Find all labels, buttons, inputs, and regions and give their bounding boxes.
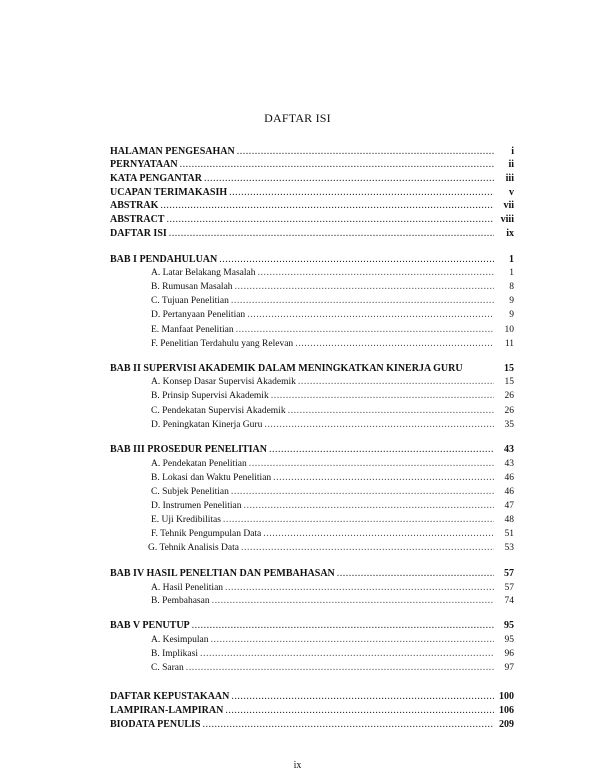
toc-entry-page: 8 — [509, 282, 514, 292]
toc-entry-page: 15 — [504, 363, 514, 374]
toc-leader-dots — [298, 375, 494, 389]
toc-entry-label: B. Prinsip Supervisi Akademik — [151, 391, 269, 401]
toc-leader-dots — [231, 690, 494, 704]
toc-leader-dots — [237, 145, 494, 159]
toc-entry — [110, 199, 514, 213]
toc-entry-page: 46 — [504, 473, 514, 483]
toc-entry-label: A. Kesimpulan — [151, 635, 209, 645]
toc-entry — [110, 647, 514, 661]
toc-entry-label: ABSTRAK — [110, 200, 159, 211]
toc-leader-dots — [192, 619, 494, 633]
page-number: ix — [293, 760, 302, 771]
toc-entry — [110, 485, 514, 499]
toc-entry-page: 35 — [504, 420, 514, 430]
toc-leader-dots — [166, 213, 494, 227]
toc-leader-dots — [257, 266, 494, 280]
toc-entry — [110, 443, 514, 457]
toc-entry — [110, 499, 514, 513]
toc-entry-label: PERNYATAAN — [110, 159, 178, 170]
toc-entry-label: A. Konsep Dasar Supervisi Akademik — [151, 377, 296, 387]
toc-entry — [110, 704, 514, 718]
toc-leader-dots — [236, 323, 494, 337]
toc-entry-label: C. Tujuan Penelitian — [151, 296, 229, 306]
toc-leader-dots — [231, 485, 494, 499]
toc-leader-dots — [264, 418, 494, 432]
toc-leader-dots — [169, 227, 494, 241]
toc-entry-page: 1 — [509, 254, 514, 265]
toc-leader-dots — [225, 581, 494, 595]
toc-leader-dots — [225, 704, 494, 718]
toc-entry-page: 51 — [504, 529, 514, 539]
toc-entry — [110, 581, 514, 595]
toc-entry — [110, 471, 514, 485]
toc-entry-page: 26 — [504, 406, 514, 416]
toc-entry — [110, 457, 514, 471]
toc-entry — [110, 186, 514, 200]
toc-entry-label: D. Instrumen Penelitian — [151, 501, 242, 511]
toc-entry-label: A. Latar Belakang Masalah — [151, 268, 256, 278]
toc-leader-dots — [235, 280, 494, 294]
toc-entry — [110, 718, 514, 732]
toc-entry — [110, 308, 514, 322]
toc-entry — [110, 213, 514, 227]
toc-entry-page: 26 — [504, 391, 514, 401]
toc-leader-dots — [200, 647, 494, 661]
toc-entry-page: ix — [506, 228, 514, 239]
toc-leader-dots — [263, 527, 494, 541]
toc-entry-page: ii — [508, 159, 514, 170]
toc-entry — [110, 527, 514, 541]
toc-entry-page: 57 — [504, 568, 514, 579]
toc-entry-label: C. Subjek Penelitian — [151, 487, 229, 497]
toc-leader-dots — [288, 404, 494, 418]
toc-leader-dots — [229, 186, 494, 200]
toc-leader-dots — [241, 541, 494, 555]
toc-entry-label: HALAMAN PENGESAHAN — [110, 146, 235, 157]
toc-entry-page: 209 — [499, 719, 514, 730]
toc-entry-page: 1 — [509, 268, 514, 278]
toc-entry — [110, 567, 514, 581]
toc-entry — [110, 633, 514, 647]
toc-entry — [110, 404, 514, 418]
toc-leader-dots — [204, 172, 494, 186]
toc-entry-label: ABSTRACT — [110, 214, 165, 225]
toc-leader-dots — [244, 499, 495, 513]
toc-entry — [110, 294, 514, 308]
toc-entry-page: 15 — [504, 377, 514, 387]
toc-entry-label: B. Implikasi — [151, 649, 198, 659]
toc-entry-page: 9 — [509, 296, 514, 306]
toc-entry-page: 46 — [504, 487, 514, 497]
toc-entry — [110, 375, 514, 389]
toc-leader-dots — [180, 158, 494, 172]
toc-leader-dots — [160, 199, 494, 213]
toc-entry-page: 10 — [504, 325, 514, 335]
toc-leader-dots — [202, 718, 494, 732]
toc-entry-label: D. Pertanyaan Penelitian — [151, 310, 246, 320]
toc-entry — [110, 158, 514, 172]
toc-entry — [110, 418, 514, 432]
toc-entry-label: LAMPIRAN-LAMPIRAN — [110, 705, 224, 716]
toc-entry-page: 106 — [499, 705, 514, 716]
toc-entry-label: C. Saran — [151, 663, 184, 673]
toc-entry-page: 9 — [509, 310, 514, 320]
toc-entry-label: C. Pendekatan Supervisi Akademik — [151, 406, 286, 416]
toc-entry-label: E. Manfaat Penelitian — [151, 325, 234, 335]
toc-entry-page: v — [509, 187, 514, 198]
toc-entry-page: vii — [503, 200, 514, 211]
toc-entry-page: 48 — [504, 515, 514, 525]
page-title: DAFTAR ISI — [264, 111, 331, 125]
toc-leader-dots — [295, 337, 494, 351]
toc-entry — [110, 280, 514, 294]
toc-entry-label: BAB I PENDAHULUAN — [110, 254, 218, 265]
toc-entry — [110, 690, 514, 704]
toc-entry-label: A. Pendekatan Penelitian — [151, 459, 247, 469]
toc-entry-page: 100 — [499, 691, 514, 702]
toc-entry-label: F. Tehnik Pengumpulan Data — [151, 529, 262, 539]
toc-entry — [110, 323, 514, 337]
toc-leader-dots — [249, 457, 494, 471]
toc-entry — [110, 266, 514, 280]
toc-entry-page: 53 — [504, 543, 514, 553]
toc-entry-label: A. Hasil Penelitian — [151, 583, 224, 593]
toc-leader-dots — [231, 294, 494, 308]
toc-entry-label: DAFTAR KEPUSTAKAAN — [110, 691, 230, 702]
toc-entry-label: E. Uji Kredibilitas — [151, 515, 221, 525]
toc-entry-page: 95 — [504, 635, 514, 645]
toc-entry-label: BAB V PENUTUP — [110, 620, 190, 631]
toc-entry-page: iii — [505, 173, 514, 184]
toc-entry-label: BAB IV HASIL PENELTIAN DAN PEMBAHASAN — [110, 568, 335, 579]
toc-leader-dots — [211, 633, 494, 647]
toc-entry — [110, 337, 514, 351]
toc-entry-label: UCAPAN TERIMAKASIH — [110, 187, 228, 198]
toc-entry-page: 74 — [504, 596, 514, 606]
toc-leader-dots — [273, 471, 494, 485]
toc-entry — [110, 362, 514, 376]
toc-entry-page: 11 — [504, 339, 514, 349]
toc-entry — [110, 389, 514, 403]
toc-entry — [110, 619, 514, 633]
toc-entry-label: BIODATA PENULIS — [110, 719, 201, 730]
toc-entry-label: F. Penelitian Terdahulu yang Relevan — [151, 339, 294, 349]
toc-entry — [110, 253, 514, 267]
toc-entry-page: 57 — [504, 583, 514, 593]
toc-leader-dots — [247, 308, 494, 322]
toc-entry-label: B. Rumusan Masalah — [151, 282, 233, 292]
toc-entry-page: 97 — [504, 663, 514, 673]
toc-entry-label: D. Peningkatan Kinerja Guru — [151, 420, 263, 430]
toc-leader-dots — [212, 594, 494, 608]
toc-leader-dots — [223, 513, 494, 527]
toc-entry — [110, 513, 514, 527]
toc-leader-dots — [219, 253, 494, 267]
toc-entry — [110, 172, 514, 186]
toc-entry — [110, 227, 514, 241]
toc-entry-label: G. Tehnik Analisis Data — [148, 543, 239, 553]
toc-entry-page: 47 — [504, 501, 514, 511]
toc-entry — [110, 661, 514, 675]
toc-entry-label: KATA PENGANTAR — [110, 173, 202, 184]
toc-entry — [110, 541, 514, 555]
toc-entry-page: 96 — [504, 649, 514, 659]
toc-entry — [110, 594, 514, 608]
toc-entry-page: 95 — [504, 620, 514, 631]
toc-entry-page: 43 — [504, 459, 514, 469]
toc-entry-page: i — [511, 146, 514, 157]
toc-entry-label: BAB III PROSEDUR PENELITIAN — [110, 444, 267, 455]
toc-entry-label: B. Pembahasan — [151, 596, 210, 606]
toc-entry-label: B. Lokasi dan Waktu Penelitian — [151, 473, 272, 483]
toc-entry-label: DAFTAR ISI — [110, 228, 167, 239]
toc-entry-label: BAB II SUPERVISI AKADEMIK DALAM MENINGKATKAN KINERJA GURU — [110, 363, 463, 374]
toc-leader-dots — [271, 389, 494, 403]
toc-entry-page: 43 — [504, 444, 514, 455]
toc-entry-page: viii — [500, 214, 514, 225]
toc-entry — [110, 145, 514, 159]
toc-leader-dots — [337, 567, 494, 581]
toc-leader-dots — [269, 443, 494, 457]
toc-leader-dots — [186, 661, 494, 675]
